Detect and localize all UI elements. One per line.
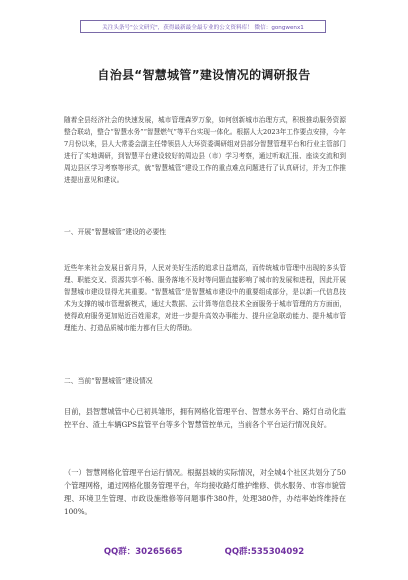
section-1-paragraph: 近些年来社会发展日新月异，人民对美好生活的追求日益增高，而传统城市管理中出现的多头管理、职能交叉、资源共享不畅、服务落地不及时等问题直接影响了城市的发展和进程，因此开展智慧城市建设显得尤其重要。“智慧城管”是智慧城市建设中的重要组成部分，是以新一代信息技术为支撑的城市管理新模式，通过大数据、云计算等信息技术全面服务于城市管理的方方面面，使得政府服务更加贴近百姓需求，对进一步提升高效办事能力、提升应急联动能力、提升城市管理能力、打造品质城市能力都有巨大的帮助。 [64, 264, 346, 332]
footer-contact [0, 545, 408, 557]
intro-paragraph: 随着全县经济社会的快速发展，城市管理森罗万象，如何创新城市治理方式，积极推动服务资源整合联动，整合“智慧水务”“智慧燃气”等平台实现一体化。根据人大2023年工作要点安排，今年7月份以来，县人大常委会副主任带领县人大环资委调研组对县部分智慧管理平台和行业主管部门进行了实地调研，到智慧平台建设较好的周边县（市）学习考察，通过听取汇报、座谈交流和到周边县区学习考察等形式，就“智慧城管”建设工作的重点难点问题进行了认真研讨，并为工作推进提出意见和建议。 [64, 116, 346, 184]
section-2-subparagraph: （一）智慧网格化管理平台运行情况。根据县城的实际情况，对全城4个社区共划分了50个管理网格，通过网格化服务管理平台，年均接收路灯维护维修、供水服务、市容市貌管理、环境卫生管理、市政设施维修等问题事件380件，处理380件，办结率始终维持在100%。 [64, 468, 346, 516]
section-2-paragraph: 目前，县智慧城管中心已初具雏形，拥有网格化管理平台、智慧水务平台、路灯自动化监控平台、渣土车辆GPS监管平台等多个智慧管控单元，当前各个平台运行情况良好。 [64, 407, 346, 429]
section-heading-2: 二、当前“智慧城管”建设情况 [64, 377, 153, 385]
document-title: 自治县“智慧城管”建设情况的调研报告 [97, 68, 311, 82]
promo-banner-text: 关注头条号"公文研究"，获得最新最全最专业的公文资料库！ 微信：gongwenx1 [102, 24, 304, 31]
footer-qq-1: QQ群：30265665 [103, 547, 183, 557]
promo-banner [80, 20, 326, 33]
footer-qq-2: QQ群:535304092 [224, 547, 305, 557]
section-heading-1: 一、开展“智慧城管”建设的必要性 [64, 228, 167, 236]
